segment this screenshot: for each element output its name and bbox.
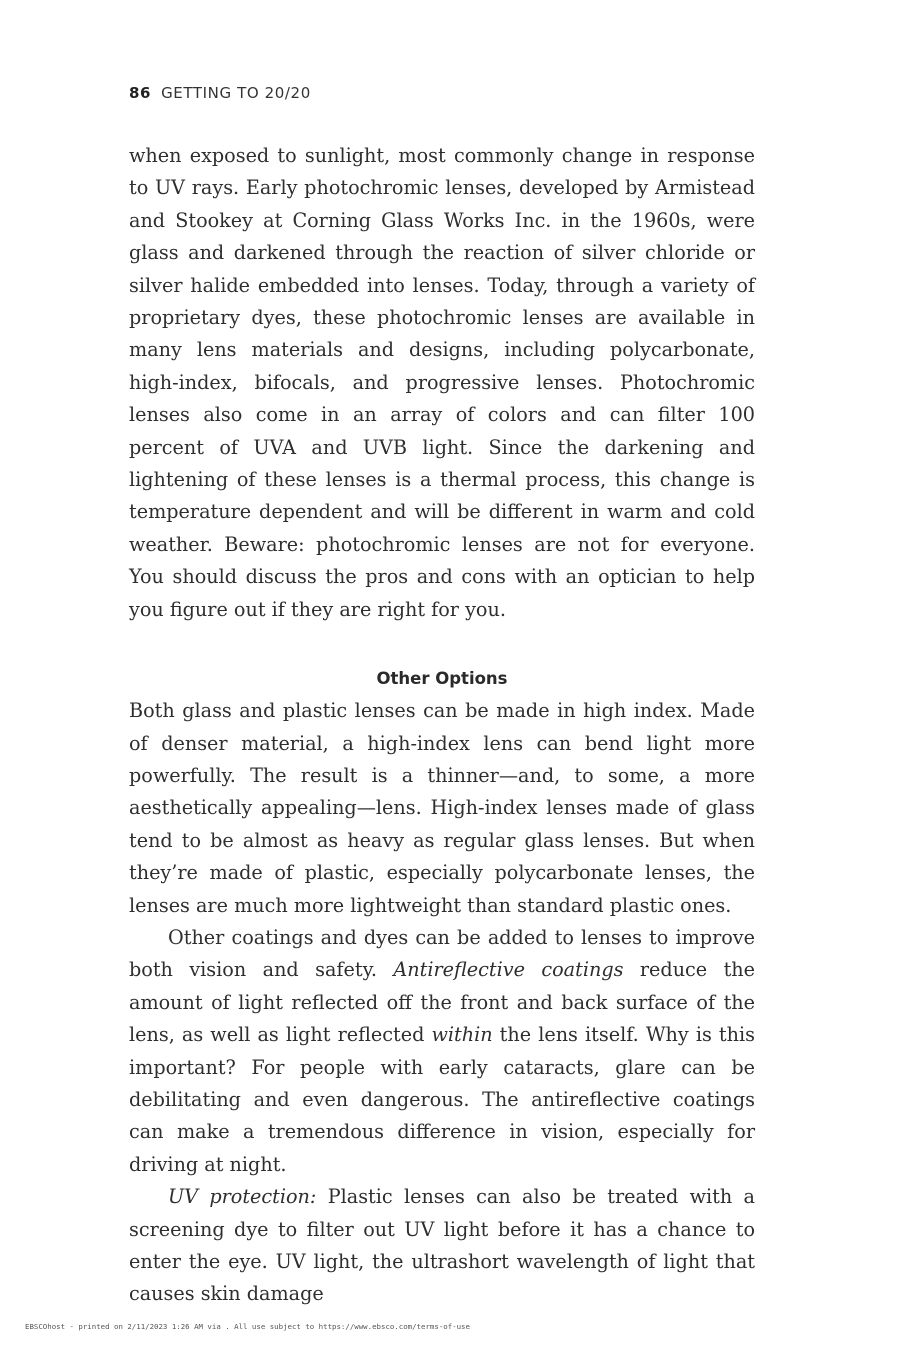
print-footer: EBSCOhost - printed on 2/11/2023 1:26 AM via . All use subject to https://www.ebsco.com/terms-of-use <box>25 1322 470 1331</box>
paragraph-uv-protection <box>129 1181 755 1311</box>
coatings-text-c: the lens itself. Why is this important? For people with early cataracts, glare can be debilitating and even dangerous. The antireflective coatings can make a tremendous difference in vision, especially for driving at night. <box>129 1023 755 1176</box>
book-title: GETTING TO 20/20 <box>161 84 311 102</box>
paragraph-coatings <box>129 922 755 1181</box>
section-heading: Other Options <box>376 669 508 689</box>
paragraph-high-index: Both glass and plastic lenses can be made in high index. Made of denser material, a high-index lens can bend light more powerfully. The result is a thinner—and, to some, a more aesthetically appealing—lens. High-index lenses made of glass tend to be almost as heavy as regular glass lenses. But when they’re made of plastic, especially polycarbonate lenses, the lenses are much more lightweight than standard plastic ones. <box>129 699 755 917</box>
term-uv-protection: UV protection: <box>168 1185 317 1209</box>
page-number: 86 <box>129 84 152 102</box>
coatings-text-b: reduce the amount of light reflected off the front and back surface of the lens, as well as light reflected <box>129 958 756 1047</box>
coatings-text-a: Other coatings and dyes can be added to lenses to improve both vision and safety. <box>129 925 755 982</box>
term-antireflective: Antireflective coatings <box>393 958 624 982</box>
uv-protection-text: Plastic lenses can also be treated with a screening dye to filter out UV light before it has a chance to enter the eye. UV light, the ultrashort wavelength of light that causes skin damage <box>129 1185 755 1306</box>
body-text <box>129 140 755 1311</box>
running-head <box>129 84 311 102</box>
term-within: within <box>431 1023 493 1047</box>
paragraph-photochromic: when exposed to sunlight, most commonly change in response to UV rays. Early photochromic lenses, developed by Armistead and Stookey at Corning Glass Works Inc. in the 1960s, were glass and darkened through the reaction of silver chloride or silver halide embedded into lenses. Today, through a variety of proprietary dyes, these photochromic lenses are available in many lens materials and designs, including polycarbonate, high-index, bifocals, and progressive lenses. Photochromic lenses also come in an array of colors and can filter 100 percent of UVA and UVB light. Since the darkening and lightening of these lenses is a thermal process, this change is temperature dependent and will be different in warm and cold weather. Beware: photochromic lenses are not for everyone. You should discuss the pros and cons with an optician to help you figure out if they are right for you. <box>129 144 755 621</box>
